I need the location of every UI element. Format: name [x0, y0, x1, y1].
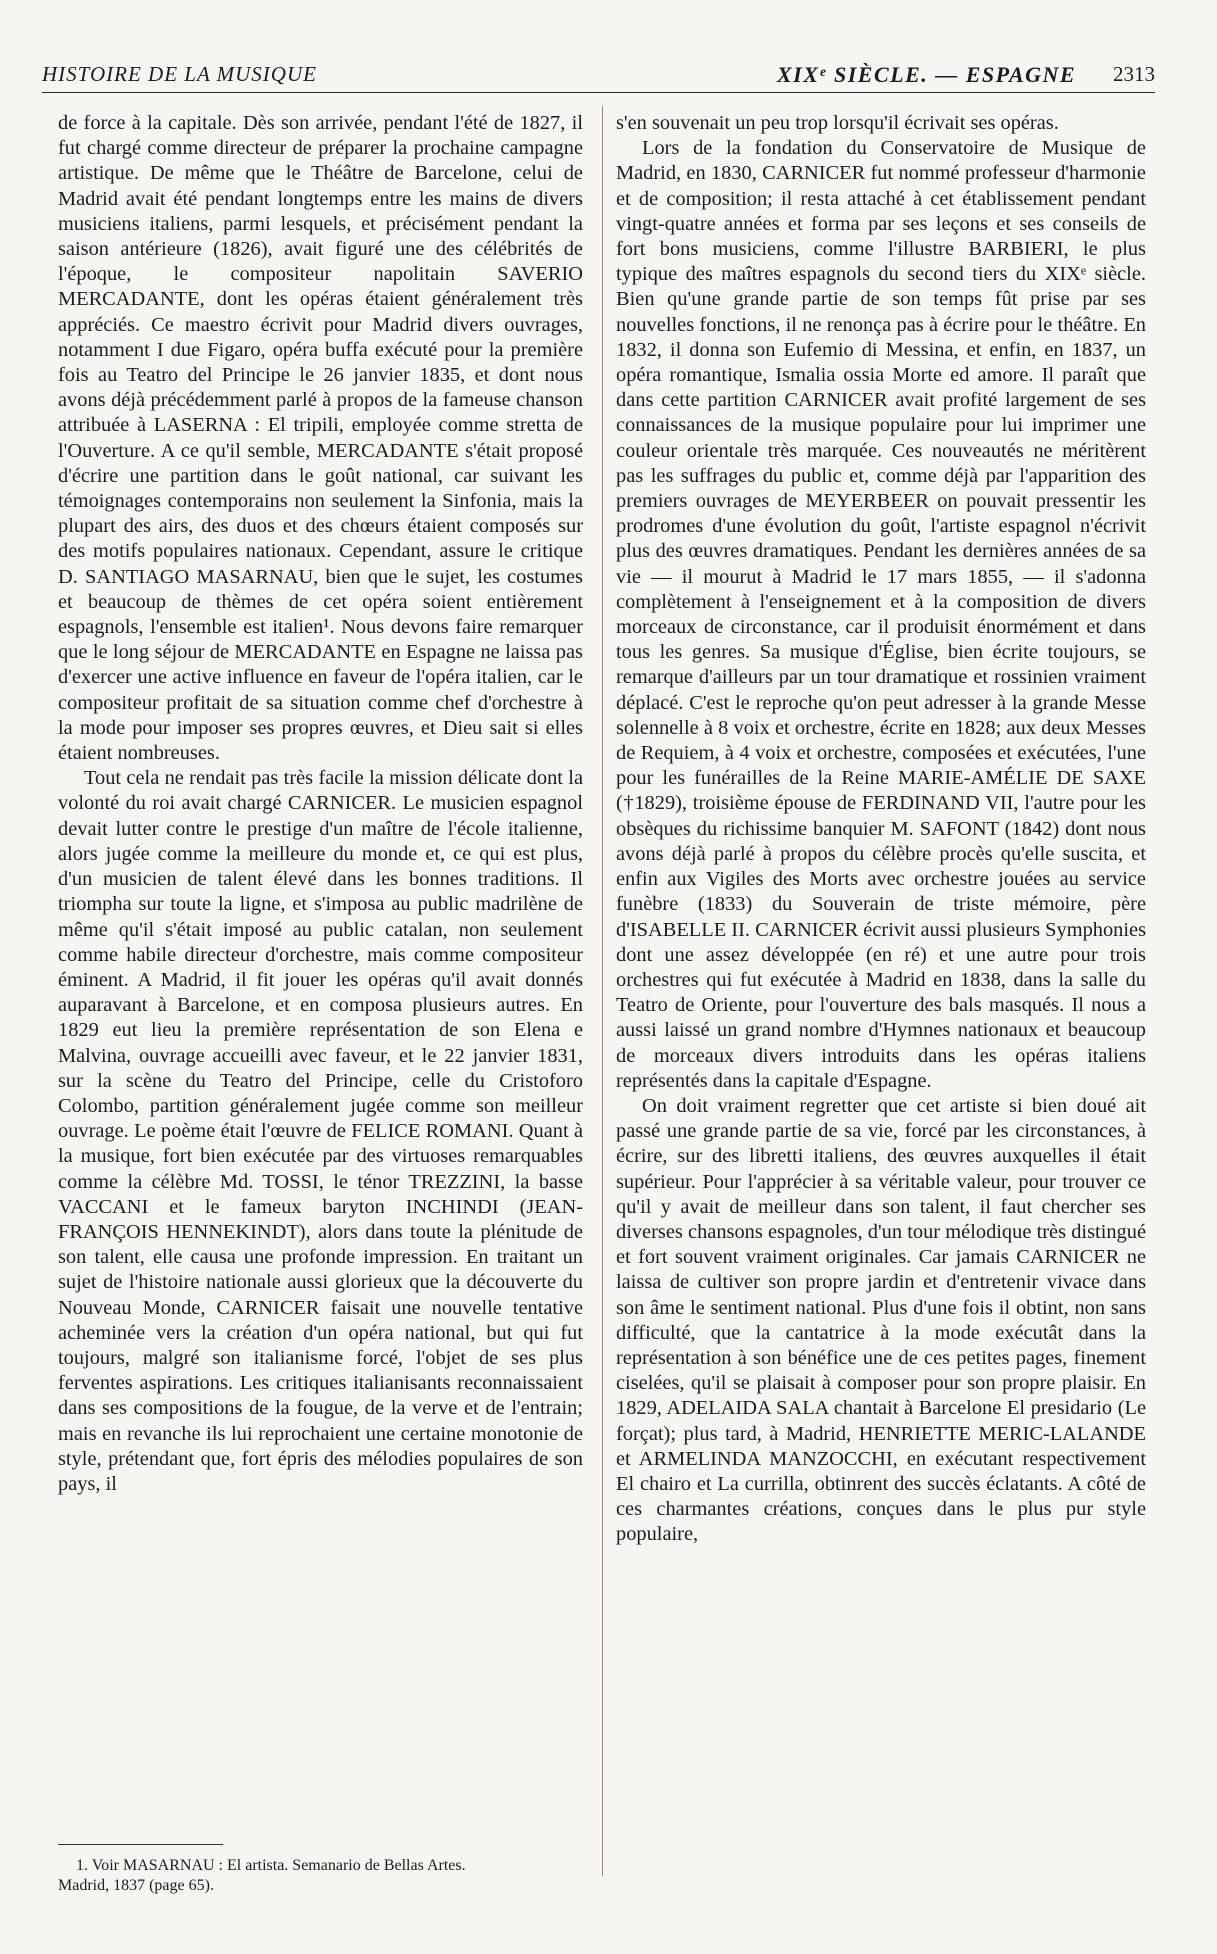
page-number: 2313: [1113, 62, 1155, 86]
header-book-title: HISTOIRE DE LA MUSIQUE: [42, 62, 317, 86]
right-paragraph-1: s'en souvenait un peu trop lorsqu'il écrivait ses opéras.: [616, 112, 1059, 134]
header-section-title: XIXᵉ SIÈCLE. — ESPAGNE: [777, 62, 1077, 87]
right-paragraph-2: Lors de la fondation du Conservatoire de Musique de Madrid, en 1830, CARNICER fut nommé professeur d'harmonie et de composition; il resta attaché à cet établissement pendant vingt-quatre années et forma par ses leçons et ses conseils de fort bons musiciens, comme l'illustre BARBIERI, le plus typique des maîtres espagnols du second tiers du XIXᵉ siècle. Bien qu'une grande partie de son temps fût prise par ses nouvelles fonctions, il ne renonça pas à écrire pour le théâtre. En 1832, il donna son Eufemio di Messina, et enfin, en 1837, un opéra romantique, Ismalia ossia Morte ed amore. Il paraît que dans cette partition CARNICER avait profité largement de ses connaissances de la musique populaire pour lui imprimer une couleur orientale très marquée. Ces nouveautés ne méritèrent pas les suffrages du public et, comme déjà par l'apparition des premiers ouvrages de MEYERBEER on pouvait pressentir les prodromes d'une évolution du goût, l'artiste espagnol n'écrivit plus des œuvres dramatiques. Pendant les dernières années de sa vie — il mourut à Madrid le 17 mars 1855, — il s'adonna complètement à l'enseignement et à la composition de divers morceaux de circonstance, car il produisit énormément et dans tous les genres. Sa musique d'Église, bien écrite toujours, se remarque d'ailleurs par un tour dramatique et rossinien vraiment déplacé. C'est le reproche qu'on peut adresser à la grande Messe solennelle à 8 voix et orchestre, écrite en 1828; aux deux Messes de Requiem, à 4 voix et orchestre, composées et exécutées, l'une pour les funérailles de la Reine MARIE-AMÉLIE DE SAXE (†1829), troisième épouse de FERDINAND VII, l'autre pour les obsèques du richissime banquier M. SAFONT (1842) dont nous avons déjà parlé à propos du célèbre procès qu'elle suscita, et enfin aux Vigiles des Morts avec orchestre jouées au service funèbre (1833) du Souverain de triste mémoire, père d'ISABELLE II. CARNICER écrivit aussi plusieurs Symphonies dont une assez développée (en ré) et une autre pour trois orchestres qui fut exécutée à Madrid en 1838, dans la salle du Teatro de Oriente, pour l'ouverture des bals masqués. Il nous a aussi laissé un grand nombre d'Hymnes nationaux et beaucoup de morceaux divers introduits dans les opéras italiens représentés dans la capitale d'Espagne.: [616, 137, 1146, 1092]
left-column: [58, 111, 583, 1497]
right-column: [616, 111, 1146, 1548]
left-paragraph-2: Tout cela ne rendait pas très facile la mission délicate dont la volonté du roi avait chargé CARNICER. Le musicien espagnol devait lutter contre le prestige d'un maître de l'école italienne, alors jugée comme la meilleure du monde et, ce qui est plus, d'un musicien de talent élevé dans les bonnes traditions. Il triompha sur toute la ligne, et s'imposa au public madrilène de même qu'il s'était imposé au public catalan, non seulement comme habile directeur d'orchestre, mais comme compositeur éminent. A Madrid, il fit jouer les opéras qu'il avait donnés auparavant à Barcelone, et en composa plusieurs autres. En 1829 eut lieu la première représentation de son Elena e Malvina, ouvrage accueilli avec faveur, et le 22 janvier 1831, sur la scène du Teatro del Principe, celle du Cristoforo Colombo, partition généralement jugée comme son meilleur ouvrage. Le poème était l'œuvre de FELICE ROMANI. Quant à la musique, fort bien exécutée par des virtuoses remarquables comme la célèbre Md. TOSSI, le ténor TREZZINI, la basse VACCANI et le fameux baryton INCHINDI (JEAN-FRANÇOIS HENNEKINDT), alors dans toute la plénitude de son talent, elle causa une profonde impression. En traitant un sujet de l'histoire nationale aussi glorieux que la découverte du Nouveau Monde, CARNICER faisait une nouvelle tentative acheminée vers la création d'un opéra national, but qui fut toujours, malgré son italianisme forcé, l'objet de ses plus ferventes aspirations. Les critiques italianisants reconnaissaient dans ses compositions de la fougue, de la verve et de l'entrain; mais en revanche ils lui reprochaient une certaine monotonie de style, prétendant que, fort épris des mélodies populaires de son pays, il: [58, 767, 583, 1495]
right-paragraph-3: On doit vraiment regretter que cet artiste si bien doué ait passé une grande partie de sa vie, forcé par les circonstances, à écrire, sur des libretti italiens, des œuvres auxquelles il était supérieur. Pour l'apprécier à sa véritable valeur, pour trouver ce qu'il y avait de meilleur dans son talent, il faut chercher ses diverses chansons espagnoles, d'un tour mélodique très distingué et fort souvent vraiment originales. Car jamais CARNICER ne laissa de cultiver son propre jardin et d'entretenir vivace dans son âme le sentiment national. Plus d'une fois il obtint, non sans difficulté, que la cantatrice à la mode exécutât dans la représentation à son bénéfice une de ces petites pages, finement ciselées, qu'il se plaisait à composer pour son propre plaisir. En 1829, ADELAIDA SALA chantait à Barcelone El presidario (Le forçat); plus tard, à Madrid, HENRIETTE MERIC-LALANDE et ARMELINDA MANZOCCHI, en exécutant respectivement El chairo et La currilla, obtinrent des succès éclatants. A côté de ces charmantes créations, conçues dans le plus pur style populaire,: [616, 1094, 1146, 1546]
column-divider: [602, 106, 603, 1876]
running-header: [42, 62, 1155, 93]
footnote-line-2: Madrid, 1837 (page 65).: [58, 1877, 214, 1894]
left-paragraph-1: de force à la capitale. Dès son arrivée, pendant l'été de 1827, il fut chargé comme directeur de préparer la prochaine campagne artistique. De même que le Théâtre de Barcelone, celui de Madrid avait été pendant longtemps entre les mains de divers musiciens italiens, parmi lesquels, et précisément pendant la saison antérieure (1826), avait figuré une des célébrités de l'époque, le compositeur napolitain SAVERIO MERCADANTE, dont les opéras étaient généralement très appréciés. Ce maestro écrivit pour Madrid divers ouvrages, notamment I due Figaro, opéra buffa exécuté pour la première fois au Teatro del Principe le 26 janvier 1835, et dont nous avons déjà précédemment parlé à propos de la fameuse chanson attribuée à LASERNA : El tripili, employée comme stretta de l'Ouverture. A ce qu'il semble, MERCADANTE s'était proposé d'écrire une partition dans le goût national, car suivant les témoignages contemporains non seulement la Sinfonia, mais la plupart des airs, des duos et des chœurs étaient composés sur des motifs populaires nationaux. Cependant, assure le critique D. SANTIAGO MASARNAU, bien que le sujet, les costumes et beaucoup de thèmes de cet opéra soient entièrement espagnols, l'ensemble est italien¹. Nous devons faire remarquer que le long séjour de MERCADANTE en Espagne ne laissa pas d'exercer une active influence en faveur de l'opéra italien, car le compositeur profitait de sa situation comme chef d'orchestre à la mode pour imposer ses propres œuvres, et Dieu sait si elles étaient nombreuses.: [58, 112, 583, 765]
footnote-line-1: 1. Voir MASARNAU : El artista. Semanario de Bellas Artes.: [76, 1857, 466, 1874]
footnote: [58, 1856, 583, 1896]
footnote-separator: [58, 1844, 223, 1845]
